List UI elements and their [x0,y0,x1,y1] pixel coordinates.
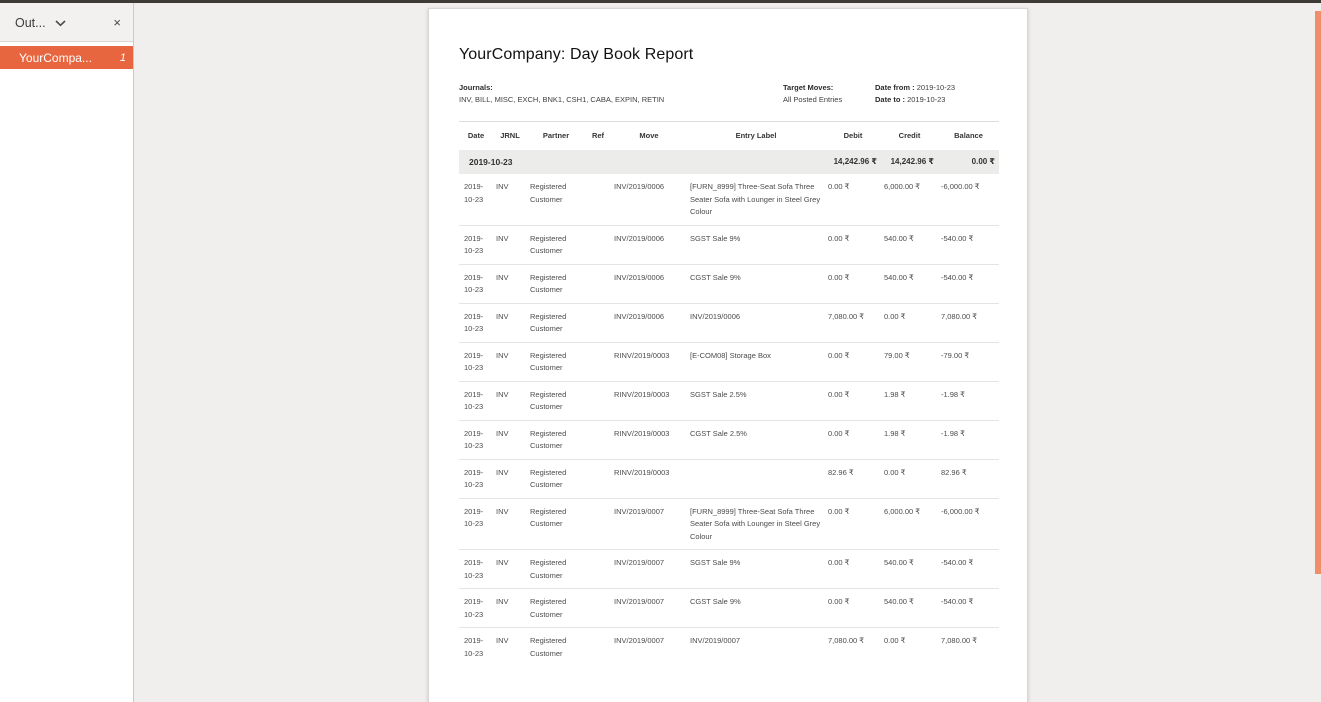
sidebar-close-button[interactable]: × [113,15,121,30]
col-header-partner: Partner [542,131,570,140]
cell-move: INV/2019/0007 [611,550,687,589]
cell-date: 2019-10-23 [459,550,493,589]
cell-debit: 0.00 ₹ [825,381,881,420]
target-moves-label: Target Moves: [783,83,834,92]
cell-date: 2019-10-23 [459,381,493,420]
table-row [459,174,999,225]
cell-jrnl: INV [493,225,527,264]
cell-jrnl: INV [496,182,509,191]
cell-credit: 0.00 ₹ [881,303,938,342]
cell-move: RINV/2019/0003 [611,420,687,459]
cell-debit: 0.00 ₹ [828,182,850,191]
document-viewer[interactable] [134,3,1321,702]
cell-debit: 0.00 ₹ [825,264,881,303]
cell-debit: 82.96 ₹ [825,459,881,498]
target-moves-value: All Posted Entries [783,95,843,104]
cell-entry-label: SGST Sale 2.5% [687,381,825,420]
col-header-entry-label: Entry Label [735,131,777,140]
col-header-ref: Ref [591,131,605,140]
cell-credit: 0.00 ₹ [881,628,938,667]
cell-date: 2019-10-23 [459,459,493,498]
cell-ref [585,628,611,667]
cell-date: 2019-10-23 [459,420,493,459]
cell-balance: -540.00 ₹ [938,550,999,589]
cell-date: 2019-10-23 [459,303,493,342]
summary-credit: 14,242.96 ₹ [881,150,938,174]
summary-date: 2019-10-23 [459,150,825,174]
cell-entry-label: [E-COM08] Storage Box [687,342,825,381]
cell-jrnl: INV [493,589,527,628]
cell-credit: 6,000.00 ₹ [881,498,938,550]
summary-debit: 14,242.96 ₹ [825,150,881,174]
cell-date: 2019-10-23 [464,182,484,204]
cell-ref [585,498,611,550]
col-header-credit: Credit [898,131,921,140]
summary-balance: 0.00 ₹ [938,150,999,174]
cell-partner: Registered Customer [527,589,585,628]
cell-ref [585,342,611,381]
cell-partner: Registered Customer [527,550,585,589]
cell-credit: 540.00 ₹ [881,264,938,303]
cell-ref [585,550,611,589]
cell-debit: 7,080.00 ₹ [825,303,881,342]
cell-balance: -1.98 ₹ [938,420,999,459]
table-row [459,628,999,667]
cell-balance: -540.00 ₹ [938,225,999,264]
cell-partner: Registered Customer [527,459,585,498]
cell-credit: 540.00 ₹ [881,225,938,264]
cell-ref [585,420,611,459]
report-page [428,8,1028,702]
cell-jrnl: INV [493,381,527,420]
cell-date: 2019-10-23 [459,264,493,303]
cell-jrnl: INV [493,628,527,667]
sidebar-header [0,0,133,42]
cell-jrnl: INV [493,342,527,381]
cell-partner: Registered Customer [527,420,585,459]
date-to-label: Date to : [875,95,905,104]
date-from-value: 2019-10-23 [916,83,956,92]
cell-balance: -1.98 ₹ [938,381,999,420]
vertical-scrollbar-thumb[interactable] [1315,11,1321,574]
cell-jrnl: INV [493,498,527,550]
cell-date: 2019-10-23 [459,628,493,667]
table-row [459,264,999,303]
cell-balance: -540.00 ₹ [938,589,999,628]
cell-credit: 1.98 ₹ [881,420,938,459]
cell-entry-label: INV/2019/0006 [687,303,825,342]
cell-credit: 540.00 ₹ [881,550,938,589]
cell-jrnl: INV [493,459,527,498]
target-moves-block [783,82,842,106]
cell-debit: 0.00 ₹ [825,589,881,628]
col-header-balance: Balance [954,131,983,140]
cell-ref [585,264,611,303]
cell-entry-label: [FURN_8999] Three-Seat Sofa Three Seater Sofa with Lounger in Steel Grey Colour [687,498,825,550]
table-row [459,420,999,459]
cell-credit: 6,000.00 ₹ [884,182,921,191]
col-header-date: Date [467,131,485,140]
table-body [459,174,999,666]
cell-move: INV/2019/0006 [611,264,687,303]
cell-partner: Registered Customer [527,225,585,264]
cell-move: INV/2019/0006 [611,303,687,342]
table-row [459,550,999,589]
cell-credit: 1.98 ₹ [881,381,938,420]
cell-jrnl: INV [493,420,527,459]
outline-item-label: YourCompa... [19,50,92,65]
cell-entry-label: [FURN_8999] Three-Seat Sofa Three Seater Sofa with Lounger in Steel Grey Colour [690,182,821,216]
cell-move: INV/2019/0007 [611,589,687,628]
cell-ref [585,381,611,420]
cell-entry-label: CGST Sale 2.5% [687,420,825,459]
cell-move: INV/2019/0007 [611,628,687,667]
col-header-move: Move [639,131,659,140]
cell-move: INV/2019/0007 [611,498,687,550]
cell-jrnl: INV [493,303,527,342]
date-from-label: Date from : [875,83,915,92]
table-row [459,589,999,628]
cell-partner: Registered Customer [527,342,585,381]
outline-sidebar [0,0,134,702]
cell-balance: -79.00 ₹ [938,342,999,381]
journals-label: Journals: [459,83,493,92]
cell-ref [585,589,611,628]
cell-ref [585,225,611,264]
cell-balance: -540.00 ₹ [938,264,999,303]
cell-entry-label: INV/2019/0007 [687,628,825,667]
cell-entry-label: CGST Sale 9% [687,589,825,628]
cell-debit: 0.00 ₹ [825,550,881,589]
cell-date: 2019-10-23 [459,225,493,264]
cell-ref [585,174,611,225]
table-row [459,303,999,342]
col-header-debit: Debit [843,131,863,140]
outline-dropdown-button[interactable] [15,16,66,30]
cell-entry-label: SGST Sale 9% [687,225,825,264]
cell-partner: Registered Customer [527,381,585,420]
cell-partner: Registered Customer [530,182,567,204]
cell-partner: Registered Customer [527,628,585,667]
journals-block [459,82,664,106]
cell-balance: -6,000.00 ₹ [938,498,999,550]
cell-partner: Registered Customer [527,264,585,303]
cell-entry-label: SGST Sale 9% [687,550,825,589]
cell-credit: 79.00 ₹ [881,342,938,381]
cell-balance: -6,000.00 ₹ [941,182,980,191]
outline-item-yourcompany[interactable] [0,46,133,69]
cell-balance: 7,080.00 ₹ [938,628,999,667]
outline-item-page-number: 1 [119,51,126,64]
col-header-jrnl: JRNL [500,131,520,140]
date-summary-row [459,150,999,174]
cell-credit: 540.00 ₹ [881,589,938,628]
cell-debit: 0.00 ₹ [825,342,881,381]
window-top-edge [0,0,1321,3]
cell-move: RINV/2019/0003 [611,459,687,498]
cell-debit: 7,080.00 ₹ [825,628,881,667]
table-row [459,225,999,264]
cell-partner: Registered Customer [527,498,585,550]
cell-balance: 7,080.00 ₹ [938,303,999,342]
cell-balance: 82.96 ₹ [938,459,999,498]
table-row [459,459,999,498]
cell-date: 2019-10-23 [459,589,493,628]
cell-date: 2019-10-23 [459,342,493,381]
cell-ref [585,303,611,342]
cell-partner: Registered Customer [527,303,585,342]
table-row [459,342,999,381]
cell-date: 2019-10-23 [459,498,493,550]
cell-debit: 0.00 ₹ [825,420,881,459]
cell-entry-label: CGST Sale 9% [687,264,825,303]
cell-move: INV/2019/0006 [614,182,665,191]
cell-ref [585,459,611,498]
journals-value: INV, BILL, MISC, EXCH, BNK1, CSH1, CABA, EXPIN, RETIN [459,95,665,104]
table-header-row [459,122,999,146]
cell-debit: 0.00 ₹ [825,498,881,550]
cell-jrnl: INV [493,264,527,303]
outline-list [0,42,133,69]
table-row [459,498,999,550]
cell-move: RINV/2019/0003 [611,342,687,381]
report-title: YourCompany: Day Book Report [459,46,694,63]
date-to-value: 2019-10-23 [907,95,946,104]
cell-move: INV/2019/0006 [611,225,687,264]
cell-jrnl: INV [493,550,527,589]
daybook-table [459,121,999,666]
cell-entry-label [687,459,825,498]
cell-debit: 0.00 ₹ [825,225,881,264]
table-row [459,381,999,420]
chevron-down-icon [55,16,66,30]
cell-move: RINV/2019/0003 [611,381,687,420]
outline-dropdown-label: Out... [15,15,46,30]
cell-credit: 0.00 ₹ [881,459,938,498]
date-range-block [875,82,955,106]
